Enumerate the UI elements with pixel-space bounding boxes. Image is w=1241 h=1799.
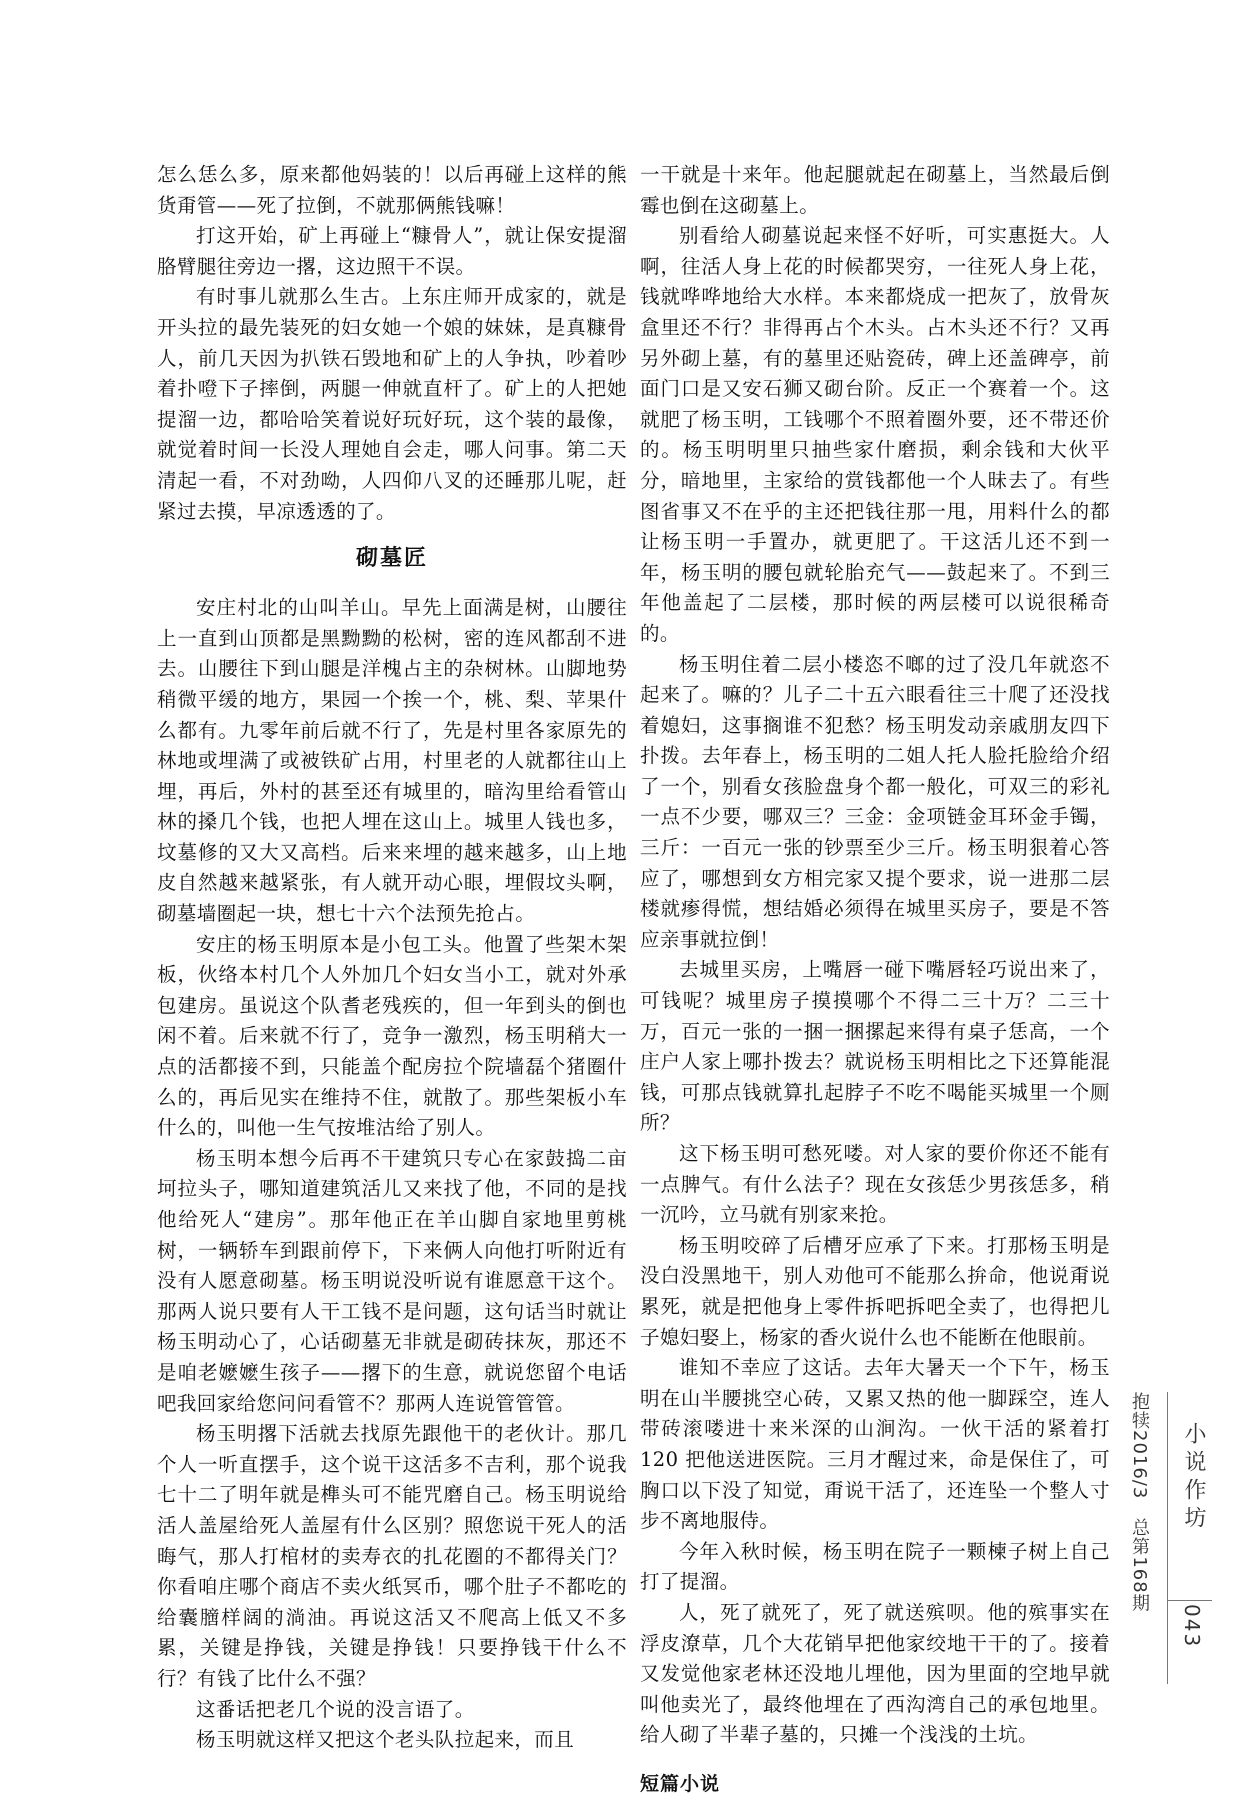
page-number: 043	[1180, 1604, 1204, 1649]
paragraph: 安庄村北的山叫羊山。早先上面满是树，山腰往上一直到山顶都是黑黝黝的松树，密的连风都刮不进去。山腰往下到山腿是洋槐占主的杂树林。山脚地势稍微平缓的地方，果园一个挨一个，桃、梨、苹果什么都有。九零年前后就不行了，先是村里各家原先的林地或埋满了或被铁矿占用，村里老的人就都往山上埋，再后，外村的甚至还有城里的，暗沟里给看管山林的搡几个钱，也把人埋在这山上。城里人钱也多，坟墓修的又大又高档。后来来埋的越来越多，山上地皮自然越来越紧张，有人就开动心眼，埋假坟头啊，砌墓墙圈起一块，想七十六个法预先抢占。	[157, 596, 627, 926]
paragraph: 人，死了就死了，死了就送殡呗。他的殡事实在浮皮潦草，几个大花销早把他家绞地干干的了。接着又发觉他家老林还没地儿埋他，因为里面的空地早就叫他卖光了，最终他埋在了西沟湾自己的承包地里。给人砌了半辈子墓的，只摊一个浅浅的土坑。	[640, 1600, 1110, 1747]
paragraph: 别看给人砌墓说起来怪不好听，可实惠挺大。人啊，往活人身上花的时候都哭穷，一往死人身上花，钱就哗哗地给大水样。本来都烧成一把灰了，放骨灰盒里还不行？非得再占个木头。占木头还不行？又再另外砌上墓，有的墓里还贴瓷砖，碑上还盖碑亭，前面门口是又安石狮又砌台阶。反正一个赛着一个。这就肥了杨玉明，工钱哪个不照着圈外要，还不带还价的。杨玉明明里只抽些家什磨损，剩余钱和大伙平分，暗地里，主家给的赏钱都他一个人昧去了。有些图省事又不在乎的主还把钱往那一甩，用料什么的都让杨玉明一手置办，就更肥了。干这活儿还不到一年，杨玉明的腰包就轮胎充气——鼓起来了。不到三年他盖起了二层楼，那时候的两层楼可以说很稀奇的。	[640, 224, 1110, 645]
paragraph: 安庄的杨玉明原本是小包工头。他置了些架木架板，伙络本村几个人外加几个妇女当小工，就对外承包建房。虽说这个队耆老残疾的，但一年到头的倒也闲不着。后来就不行了，竞争一激烈，杨玉明稍大一点的活都接不到，只能盖个配房拉个院墙磊个猪圈什么的，再后见实在维持不住，就散了。那些架板小车什么的，叫他一生气按堆沽给了别人。	[157, 932, 627, 1140]
side-divider-horizontal	[1167, 1600, 1212, 1601]
paragraph: 怎么恁么多，原来都他妈装的！以后再碰上这样的熊货甭管——死了拉倒，不就那俩熊钱嘛！	[157, 163, 627, 217]
paragraph: 去城里买房，上嘴唇一碰下嘴唇轻巧说出来了，可钱呢？城里房子摸摸哪个不得二三十万？二三十万，百元一张的一捆一捆摞起来得有桌子恁高，一个庄户人家上哪扑拨去？就说杨玉明相比之下还算能混钱，可那点钱就算扎起脖子不吃不喝能买城里一个厕所？	[640, 958, 1110, 1135]
paragraph: 今年入秋时候，杨玉明在院子一颗楝子树上自己打了提溜。	[640, 1539, 1110, 1594]
paragraph: 这番话把老几个说的没言语了。	[196, 1697, 475, 1721]
paragraph: 打这开始，矿上再碰上“糠骨人”，就让保安提溜胳臂腿往旁边一撂，这边照干不误。	[157, 224, 627, 278]
right-paragraphs	[640, 160, 1110, 1751]
paragraph: 杨玉明住着二层小楼恣不啷的过了没几年就恣不起来了。嘛的？儿子二十五六眼看往三十爬了还没找着媳妇，这事搁谁不犯愁？杨玉明发动亲戚朋友四下扑拨。去年春上，杨玉明的二姐人托人脸托脸给介绍了一个，别看女孩脸盘身个都一般化，可双三的彩礼一点不少要，哪双三？三金：金项链金耳环金手镯，三斤：一百元一张的钞票至少三斤。杨玉明狠着心答应了，哪想到女方相完家又提个要求，说一进那二层楼就瘆得慌，想结婚必须得在城里买房子，要是不答应亲事就拉倒！	[640, 652, 1110, 951]
section-title: 砌墓匠	[355, 546, 428, 572]
paragraph: 杨玉明撂下活就去找原先跟他干的老伙计。那几个人一听直摆手，这个说干这活多不吉利，那个说我七十二了明年就是榫头可不能咒磨自己。杨玉明说给活人盖屋给死人盖屋有什么区别？照您说干死人的活晦气，那人打棺材的卖寿衣的扎花圈的不都得关门？你看咱庄哪个商店不卖火纸冥币，哪个肚子不都吃的给囊膪样阔的淌油。再说这活又不爬高上低又不多累，关键是挣钱，关键是挣钱！只要挣钱干什么不行？有钱了比什么不强？	[157, 1422, 627, 1690]
paragraph: 有时事儿就那么生古。上东庄师开成家的，就是开头拉的最先装死的妇女她一个娘的妹妹，是真糠骨人，前几天因为扒铁石毁地和矿上的人争执，吵着吵着扑噔下子摔倒，两腿一伸就直杆了。矿上的人把她提溜一边，都哈哈笑着说好玩好玩，这个装的最像，就觉着时间一长没人理她自会走，哪人问事。第二天清起一看，不对劲呦，人四仰八叉的还睡那儿呢，赶紧过去摸，早凉透透的了。	[157, 285, 627, 523]
paragraph: 杨玉明就这样又把这个老头队拉起来，而且	[196, 1728, 575, 1752]
left-column	[157, 160, 627, 1756]
paragraph: 这下杨玉明可愁死喽。对人家的要价你还不能有一点脾气。有什么法子？现在女孩恁少男孩恁多，稍一沉吟，立马就有别家来抢。	[640, 1142, 1110, 1227]
paragraph: 谁知不幸应了这话。去年大暑天一个下午，杨玉明在山半腰挑空心砖，又累又热的他一脚踩空，连人带砖滚喽进十来米深的山涧沟。一伙干活的紧着打 120 把他送进医院。三月才醒过来，命是保住了，可胸口以下没了知觉，甭说干活了，还连坠一个整人寸步不离地服侍。	[640, 1356, 1110, 1533]
paragraph: 杨玉明本想今后再不干建筑只专心在家鼓捣二亩坷拉头子，哪知道建筑活儿又来找了他，不同的是找他给死人“建房”。那年他正在羊山脚自家地里剪桃树，一辆轿车到跟前停下，下来俩人向他打听附近有没有人愿意砌墓。杨玉明说没听说有谁愿意干这个。那两人说只要有人干工钱不是问题，这句话当时就让杨玉明动心了，心话砌墓无非就是砌砖抹灰，那还不是咱老嬷嬷生孩子——撂下的生意，就说您留个电话吧我回家给您问问看管不？那两人连说管管管。	[157, 1146, 627, 1415]
side-strip	[1112, 1392, 1212, 1684]
footer-genre-label: 短篇小说	[640, 1772, 721, 1795]
column-name: 小说作坊	[1181, 1422, 1206, 1534]
side-divider-vertical	[1167, 1392, 1168, 1684]
left-paragraphs-after	[157, 593, 627, 1756]
paragraph: 杨玉明咬碎了后槽牙应承了下来。打那杨玉明是没白没黑地干，别人劝他可不能那么拚命，他说甭说累死，就是把他身上零件拆吧拆吧全卖了，也得把儿子媳妇娶上，杨家的香火说什么也不能断在他眼前。	[640, 1233, 1110, 1349]
right-column	[640, 160, 1110, 1799]
paragraph: 一干就是十来年。他起腿就起在砌墓上，当然最后倒霉也倒在这砌墓上。	[640, 163, 1110, 217]
issue-info: 抱犊2016/3 总第168期	[1129, 1392, 1150, 1613]
left-paragraphs-before	[157, 160, 627, 527]
